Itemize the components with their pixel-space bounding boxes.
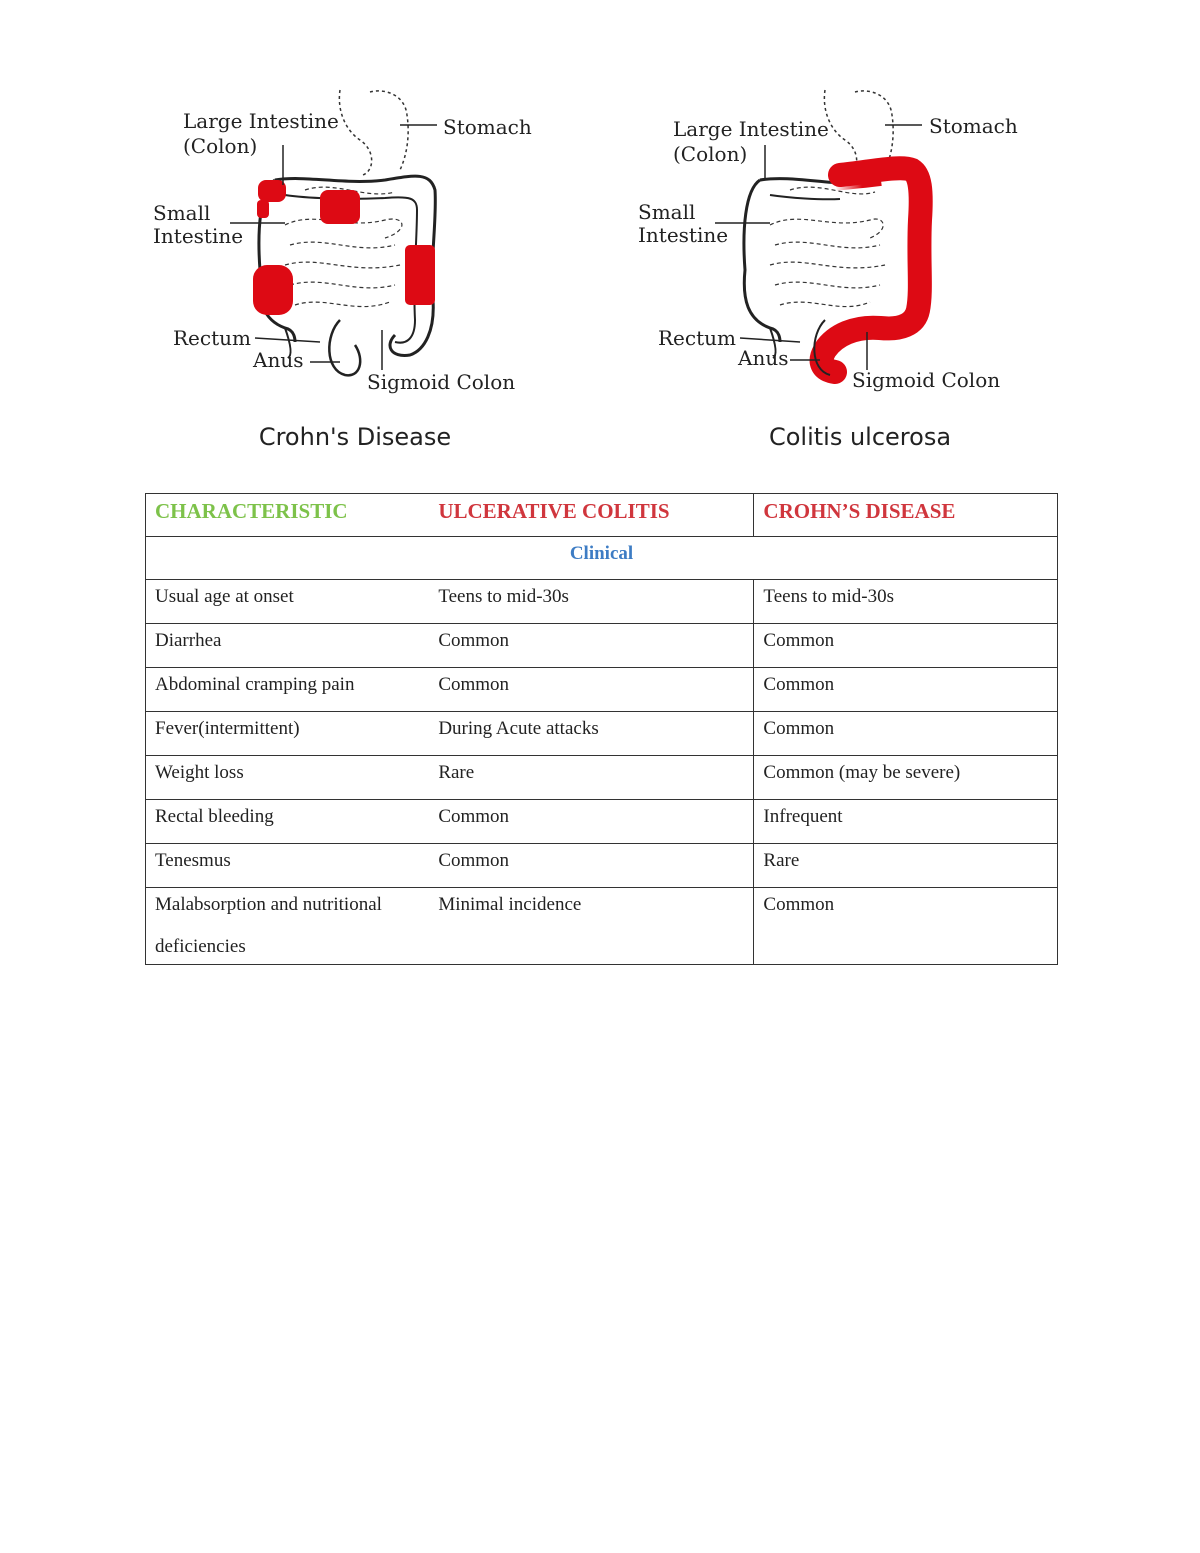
crohns-diagram	[145, 80, 545, 400]
cell-text: Usual age at onset	[155, 586, 294, 607]
cell-ulcerative-colitis	[429, 712, 754, 756]
section-clinical: Clinical	[146, 537, 1058, 580]
section-row	[146, 537, 1058, 580]
cell-characteristic	[146, 580, 430, 624]
header-ulcerative-colitis: ULCERATIVE COLITIS	[429, 494, 754, 537]
cell-text-continuation: deficiencies	[155, 936, 246, 957]
cell-text: Malabsorption and nutritional	[155, 894, 382, 915]
cell-text: Common	[438, 674, 510, 695]
cell-text: Common	[763, 894, 835, 915]
cell-ulcerative-colitis	[429, 624, 754, 668]
table-row	[146, 756, 1058, 800]
cell-characteristic	[146, 800, 430, 844]
table-header-row	[146, 494, 1058, 537]
label-large-intestine: Large Intestine	[183, 109, 339, 133]
small-intestine-coils	[770, 187, 885, 306]
cell-characteristic	[146, 844, 430, 888]
cell-text: Teens to mid-30s	[763, 586, 895, 607]
label-stomach: Stomach	[443, 115, 532, 139]
cell-text: Common (may be severe)	[763, 762, 961, 783]
cell-text: Rare	[763, 850, 800, 871]
table-row	[146, 888, 1058, 965]
label-large-intestine: Large Intestine	[673, 117, 829, 141]
label-rectum: Rectum	[173, 326, 251, 350]
cell-characteristic	[146, 888, 430, 965]
table-row	[146, 844, 1058, 888]
label-rectum: Rectum	[658, 326, 736, 350]
inflamed-patches	[253, 180, 435, 315]
cell-ulcerative-colitis	[429, 800, 754, 844]
cell-crohns-disease	[754, 668, 1058, 712]
label-small: Small	[638, 200, 696, 224]
cell-text: Minimal incidence	[438, 894, 582, 915]
cell-crohns-disease	[754, 624, 1058, 668]
label-anus: Anus	[738, 346, 789, 370]
cell-text: Rectal bleeding	[155, 806, 274, 827]
cell-text: Abdominal cramping pain	[155, 674, 355, 695]
cell-ulcerative-colitis	[429, 668, 754, 712]
cell-text: Common	[438, 850, 510, 871]
label-sigmoid-colon: Sigmoid Colon	[852, 368, 1001, 392]
cell-text: Common	[438, 630, 510, 651]
cell-text: During Acute attacks	[438, 718, 599, 739]
cell-text: Infrequent	[763, 806, 843, 827]
label-intestine: Intestine	[638, 223, 729, 247]
label-colon: (Colon)	[183, 134, 258, 158]
cell-text: Diarrhea	[155, 630, 222, 651]
cell-text: Common	[763, 718, 835, 739]
colitis-diagram	[630, 80, 1030, 400]
cell-text: Weight loss	[155, 762, 244, 783]
cell-crohns-disease	[754, 800, 1058, 844]
label-stomach: Stomach	[929, 114, 1018, 138]
caption-crohns: Crohn's Disease	[258, 423, 452, 451]
cell-characteristic	[146, 756, 430, 800]
table-row	[146, 624, 1058, 668]
cell-crohns-disease	[754, 712, 1058, 756]
table-row	[146, 712, 1058, 756]
caption-colitis: Colitis ulcerosa	[768, 423, 952, 451]
table-row	[146, 800, 1058, 844]
cell-text: Common	[438, 806, 510, 827]
table-row	[146, 580, 1058, 624]
cell-crohns-disease	[754, 888, 1058, 965]
label-intestine: Intestine	[153, 224, 244, 248]
header-characteristic: CHARACTERISTIC	[146, 494, 430, 537]
cell-crohns-disease	[754, 580, 1058, 624]
table-row	[146, 668, 1058, 712]
cell-text: Common	[763, 630, 835, 651]
header-crohns-disease: CROHN’S DISEASE	[754, 494, 1058, 537]
colitis-intestine-illustration	[630, 80, 1030, 400]
cell-characteristic	[146, 668, 430, 712]
cell-characteristic	[146, 624, 430, 668]
label-anus: Anus	[253, 348, 304, 372]
label-colon: (Colon)	[673, 142, 748, 166]
cell-ulcerative-colitis	[429, 580, 754, 624]
crohns-intestine-illustration	[145, 80, 545, 400]
cell-ulcerative-colitis	[429, 844, 754, 888]
cell-crohns-disease	[754, 844, 1058, 888]
cell-ulcerative-colitis	[429, 756, 754, 800]
cell-text: Tenesmus	[155, 850, 231, 871]
cell-ulcerative-colitis	[429, 888, 754, 965]
cell-text: Common	[763, 674, 835, 695]
label-sigmoid-colon: Sigmoid Colon	[367, 370, 516, 394]
cell-crohns-disease	[754, 756, 1058, 800]
cell-text: Rare	[438, 762, 475, 783]
comparison-table	[145, 493, 1058, 965]
cell-characteristic	[146, 712, 430, 756]
label-small: Small	[153, 201, 211, 225]
cell-text: Fever(intermittent)	[155, 718, 300, 739]
cell-text: Teens to mid-30s	[438, 586, 569, 607]
